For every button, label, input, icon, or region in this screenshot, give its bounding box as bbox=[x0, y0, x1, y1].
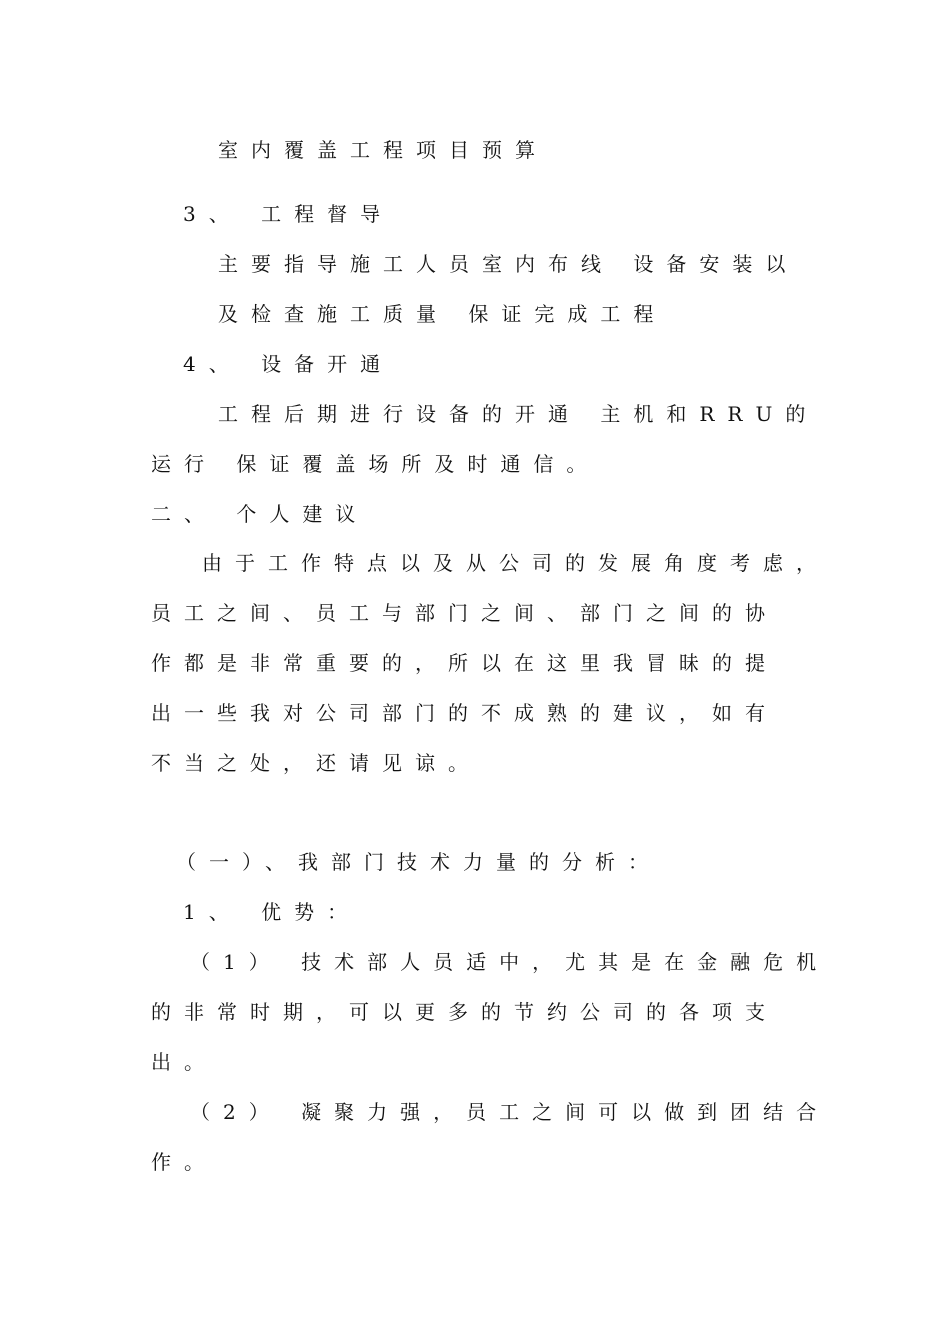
paragraph-line: 作都是非常重要的，所以在这里我冒昧的提 bbox=[151, 651, 778, 675]
heading-advantages: 1、 优势： bbox=[183, 900, 361, 924]
paragraph-line: 运行 保证覆盖场所及时通信。 bbox=[151, 452, 600, 476]
paragraph-line: 员工之间、员工与部门之间、部门之间的协 bbox=[151, 601, 778, 625]
heading-budget: 室内覆盖工程项目预算 bbox=[218, 138, 548, 162]
heading-analysis: （一）、我部门技术力量的分析： bbox=[176, 850, 661, 874]
paragraph-line: 及检查施工质量 保证完成工程 bbox=[218, 302, 667, 326]
paragraph-line: 工程后期进行设备的开通 主机和RRU的 bbox=[218, 402, 819, 426]
paragraph-line: 主要指导施工人员室内布线 设备安装以 bbox=[218, 252, 799, 276]
heading-activation: 4、 设备开通 bbox=[183, 352, 394, 376]
paragraph-line: （2） 凝聚力强，员工之间可以做到团结合 bbox=[190, 1100, 830, 1124]
paragraph-line: 出。 bbox=[151, 1050, 217, 1074]
paragraph-line: 作。 bbox=[151, 1150, 217, 1174]
paragraph-line: 的非常时期，可以更多的节约公司的各项支 bbox=[151, 1000, 778, 1024]
paragraph-line: 不当之处，还请见谅。 bbox=[151, 751, 481, 775]
paragraph-line: 出一些我对公司部门的不成熟的建议，如有 bbox=[151, 701, 778, 725]
heading-supervision: 3、 工程督导 bbox=[183, 202, 394, 226]
paragraph-line: （1） 技术部人员适中，尤其是在金融危机 bbox=[190, 950, 830, 974]
paragraph-line: 由于工作特点以及从公司的发展角度考虑， bbox=[202, 551, 829, 575]
heading-suggestions: 二、 个人建议 bbox=[151, 502, 369, 526]
